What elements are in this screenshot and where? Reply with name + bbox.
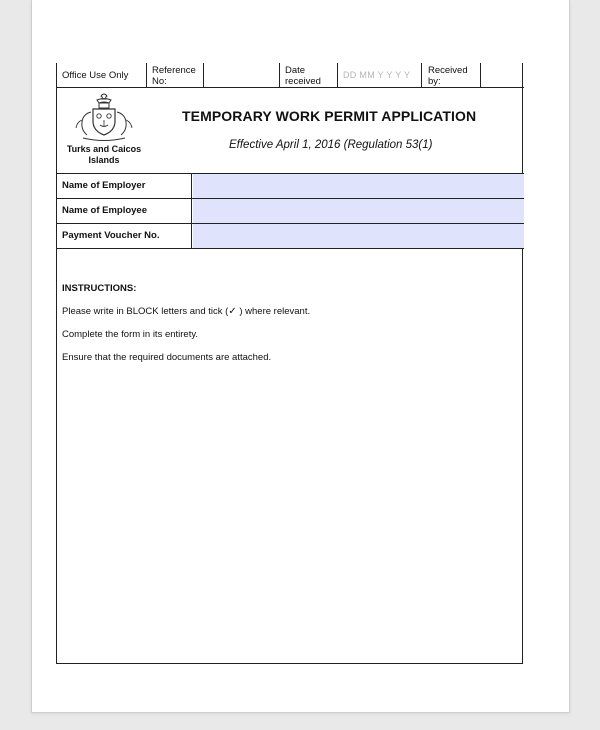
reference-no-label: Reference No: <box>152 65 196 87</box>
employee-input[interactable] <box>193 199 524 223</box>
received-by-label: Received by: <box>428 65 468 87</box>
instruction-line: Ensure that the required documents are attached. <box>62 352 272 363</box>
divider <box>146 63 147 87</box>
office-use-row <box>57 63 524 88</box>
voucher-row <box>57 224 524 249</box>
tick-mark-icon: ✓ <box>228 306 237 317</box>
form-title: TEMPORARY WORK PERMIT APPLICATION <box>182 108 477 124</box>
office-use-label: Office Use Only <box>62 70 129 81</box>
divider <box>480 63 481 87</box>
divider <box>337 63 338 87</box>
employer-row <box>57 174 524 199</box>
instruction-line: Complete the form in its entirety. <box>62 329 199 340</box>
document-page <box>31 0 570 713</box>
employer-label: Name of Employer <box>62 174 192 198</box>
date-received-field[interactable]: DD MM Y Y Y Y <box>343 70 411 80</box>
form-subtitle: Effective April 1, 2016 (Regulation 53(1) <box>229 139 433 151</box>
voucher-input[interactable] <box>193 224 524 248</box>
instruction-line: Please write in BLOCK letters and tick (✓ ) where relevant. <box>62 306 311 317</box>
employee-row <box>57 199 524 224</box>
coat-of-arms-icon <box>73 92 135 142</box>
territory-name: Turks and Caicos Islands <box>66 144 142 165</box>
divider <box>279 63 280 87</box>
form-header <box>57 88 524 174</box>
crest-block <box>61 92 147 170</box>
employer-input[interactable] <box>193 174 524 198</box>
date-received-label: Date received <box>285 65 321 87</box>
employee-label: Name of Employee <box>62 199 192 223</box>
instructions-heading: INSTRUCTIONS: <box>62 283 137 294</box>
permit-form <box>56 63 523 664</box>
divider <box>421 63 422 87</box>
divider <box>203 63 204 87</box>
voucher-label: Payment Voucher No. <box>62 224 192 248</box>
instructions-block <box>62 283 512 375</box>
